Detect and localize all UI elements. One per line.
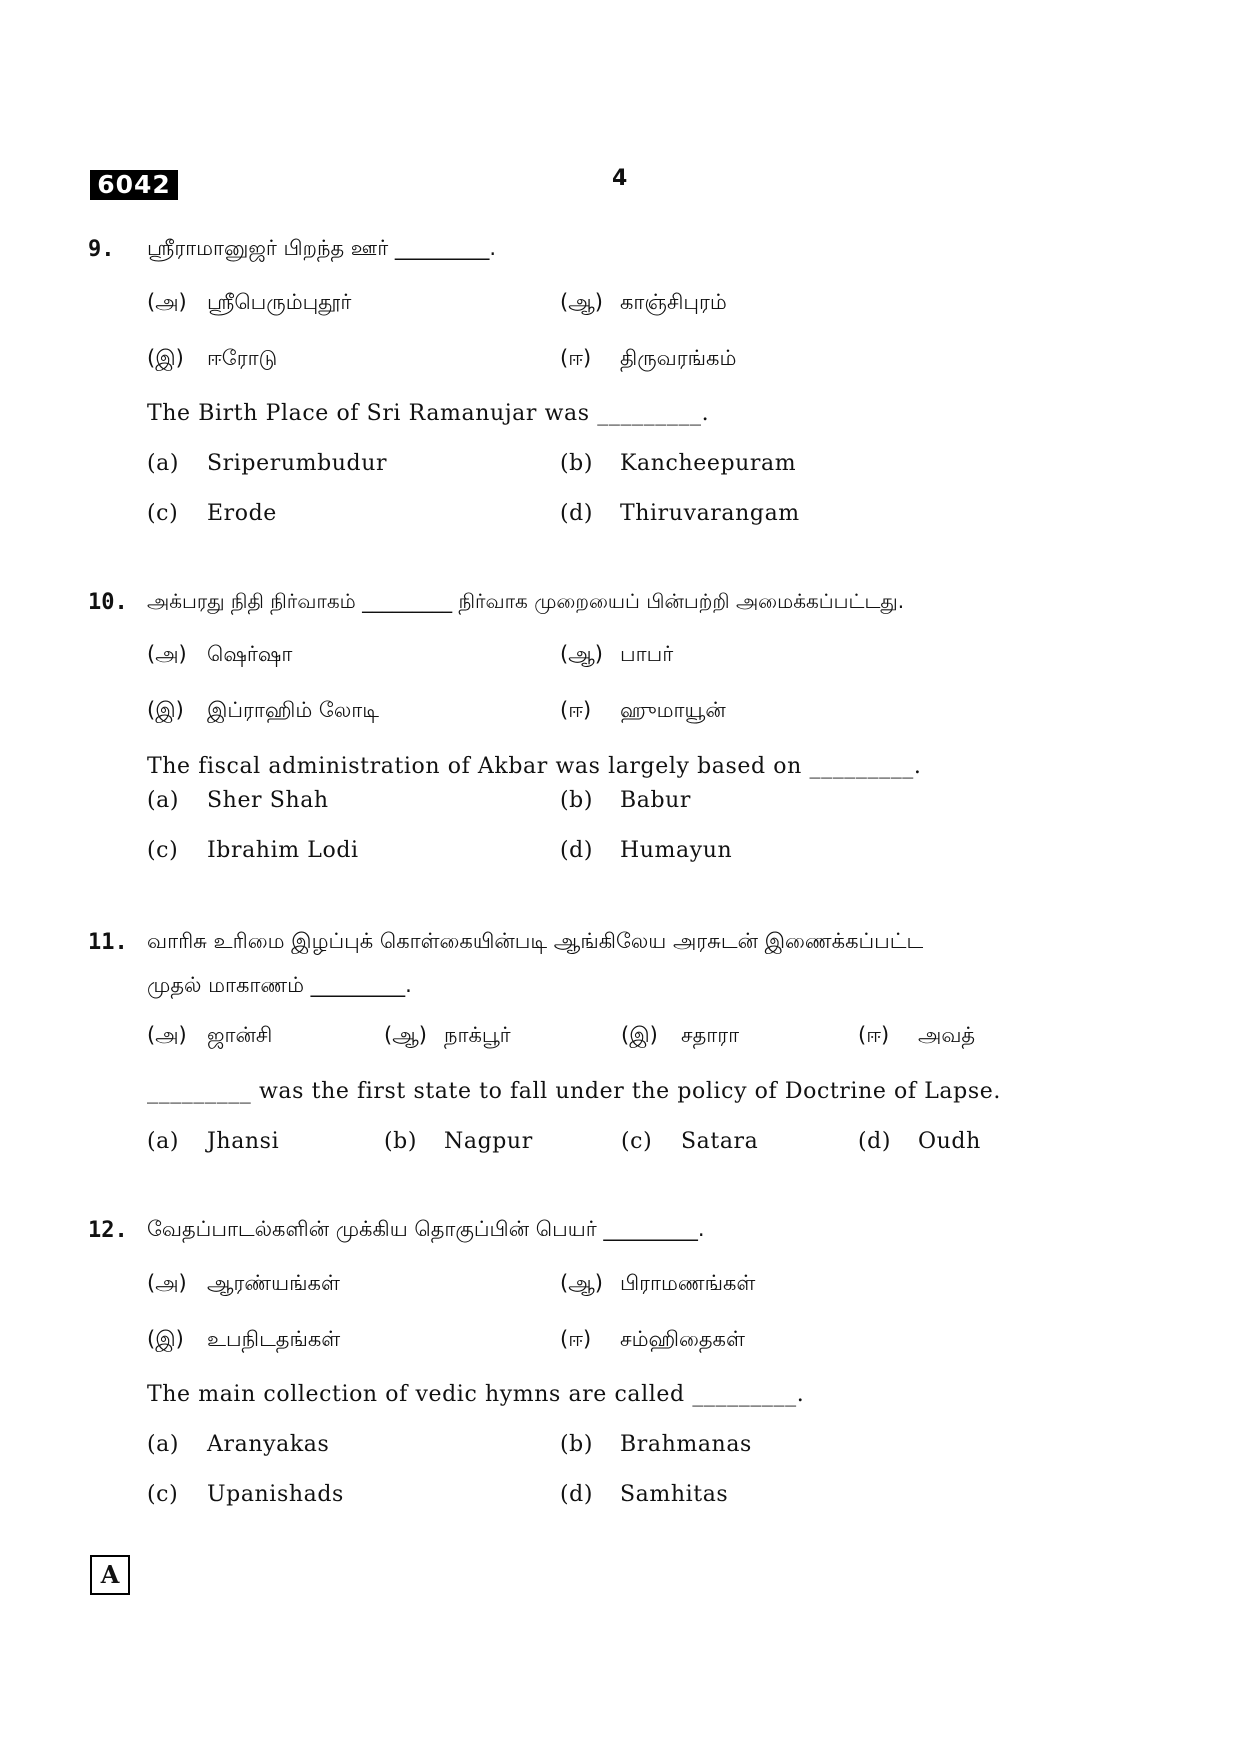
option-label: (c) (147, 501, 179, 526)
option-label: (c) (621, 1129, 653, 1154)
option-text: சதாரா (681, 1023, 740, 1047)
option-label: (இ) (147, 1327, 184, 1351)
option-label: (c) (147, 1482, 179, 1507)
option-label: (ஆ) (560, 1271, 603, 1295)
option-label: (b) (384, 1129, 418, 1154)
option-label: (d) (560, 501, 594, 526)
option-text: திருவரங்கம் (620, 346, 737, 370)
question-text-english: _________ was the first state to fall under the policy of Doctrine of Lapse. (147, 1079, 1001, 1104)
option-text: ஆரண்யங்கள் (207, 1271, 340, 1295)
option-label: (a) (147, 788, 180, 813)
question-text-tamil-line2: முதல் மாகாணம் _________. (147, 973, 412, 997)
option-text: உபநிடதங்கள் (207, 1327, 341, 1351)
option-label: (a) (147, 1129, 180, 1154)
option-text: Thiruvarangam (620, 501, 800, 526)
option-text: Sher Shah (207, 788, 329, 813)
paper-code-badge: 6042 (90, 170, 178, 200)
option-text: ஈரோடு (207, 346, 278, 370)
option-text: Aranyakas (207, 1432, 330, 1457)
question-number: 12. (88, 1218, 128, 1243)
option-text: Humayun (620, 838, 733, 863)
option-text: Ibrahim Lodi (207, 838, 359, 863)
option-label: (அ) (147, 1271, 187, 1295)
option-label: (b) (560, 788, 594, 813)
option-text: Kancheepuram (620, 451, 797, 476)
option-label: (இ) (147, 698, 184, 722)
option-label: (ஈ) (560, 1327, 592, 1351)
question-text-tamil: ஸ்ரீராமானுஜர் பிறந்த ஊர் _________. (147, 236, 497, 260)
option-label: (d) (560, 1482, 594, 1507)
question-text-english: The main collection of vedic hymns are called _________. (147, 1382, 805, 1407)
question-text-tamil: அக்பரது நிதி நிர்வாகம் _________ நிர்வாக முறையைப் பின்பற்றி அமைக்கப்பட்டது. (147, 589, 905, 613)
question-text-tamil-line1: வாரிசு உரிமை இழப்புக் கொள்கையின்படி ஆங்கிலேய அரசுடன் இணைக்கப்பட்ட (147, 929, 924, 953)
option-label: (இ) (147, 346, 184, 370)
question-number: 11. (88, 930, 128, 955)
option-label: (அ) (147, 1023, 187, 1047)
option-text: Nagpur (444, 1129, 533, 1154)
booklet-series-box: A (90, 1555, 130, 1595)
question-text-english: The Birth Place of Sri Ramanujar was _________. (147, 401, 710, 426)
option-label: (b) (560, 1432, 594, 1457)
option-label: (ஆ) (560, 290, 603, 314)
option-label: (d) (858, 1129, 892, 1154)
option-text: ஷெர்ஷா (207, 642, 293, 666)
question-text-tamil: வேதப்பாடல்களின் முக்கிய தொகுப்பின் பெயர் _________. (147, 1217, 705, 1241)
option-text: Upanishads (207, 1482, 344, 1507)
option-label: (b) (560, 451, 594, 476)
question-text-english: The fiscal administration of Akbar was largely based on _________. (147, 754, 922, 779)
option-label: (d) (560, 838, 594, 863)
option-text: பாபர் (620, 642, 674, 666)
option-label: (இ) (621, 1023, 658, 1047)
option-label: (ஈ) (858, 1023, 890, 1047)
option-text: காஞ்சிபுரம் (620, 290, 727, 314)
option-label: (ஈ) (560, 698, 592, 722)
option-text: Erode (207, 501, 277, 526)
option-label: (ஆ) (384, 1023, 427, 1047)
option-label: (ஈ) (560, 346, 592, 370)
option-label: (அ) (147, 642, 187, 666)
option-text: Babur (620, 788, 692, 813)
option-text: நாக்பூர் (444, 1023, 511, 1047)
option-text: சம்ஹிதைகள் (620, 1327, 745, 1351)
option-text: ஜான்சி (207, 1023, 273, 1047)
option-text: ஹுமாயூன் (620, 698, 726, 722)
option-text: Brahmanas (620, 1432, 752, 1457)
option-text: இப்ராஹிம் லோடி (207, 698, 379, 722)
option-text: Jhansi (207, 1129, 280, 1154)
option-text: Satara (681, 1129, 759, 1154)
option-label: (a) (147, 451, 180, 476)
option-text: Sriperumbudur (207, 451, 388, 476)
question-number: 9. (88, 237, 115, 262)
question-number: 10. (88, 590, 128, 615)
option-text: அவத் (918, 1023, 976, 1047)
option-text: Oudh (918, 1129, 981, 1154)
option-label: (ஆ) (560, 642, 603, 666)
page-number: 4 (612, 166, 628, 191)
option-label: (c) (147, 838, 179, 863)
option-label: (அ) (147, 290, 187, 314)
option-text: பிராமணங்கள் (620, 1271, 756, 1295)
option-label: (a) (147, 1432, 180, 1457)
option-text: Samhitas (620, 1482, 729, 1507)
option-text: ஸ்ரீபெரும்புதூர் (207, 290, 352, 314)
